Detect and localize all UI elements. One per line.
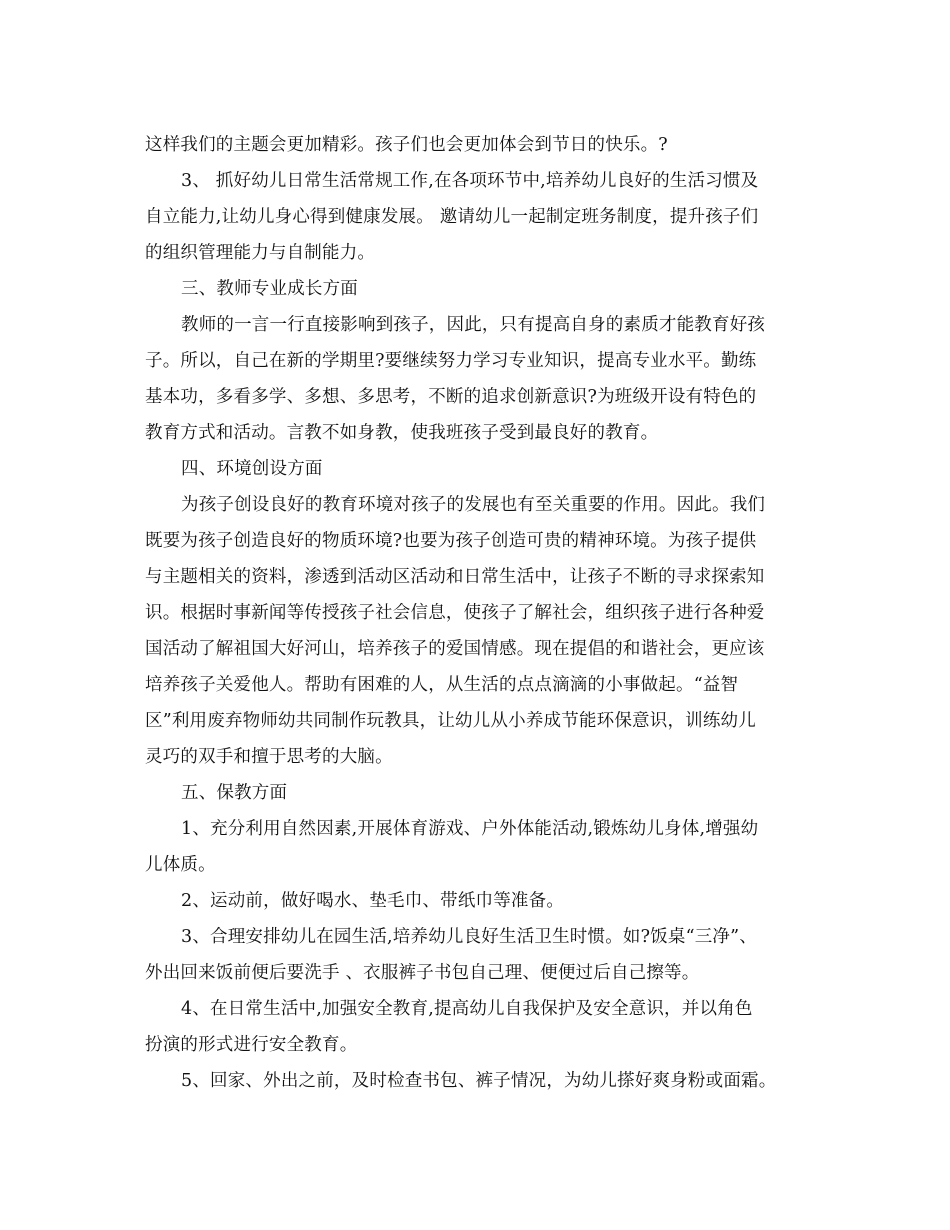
text-line: 这样我们的主题会更加精彩。孩子们也会更加体会到节日的快乐。? <box>145 135 668 155</box>
text-line: 儿体质。 <box>145 855 216 875</box>
text-line: 与主题相关的资料，渗透到活动区活动和日常生活中，让孩子不断的寻求探索知 <box>145 567 765 587</box>
text-line: 1、充分利用自然因素,开展体育游戏、户外体能活动,锻炼幼儿身体,增强幼 <box>181 819 759 839</box>
text-line: 的组织管理能力与自制能力。 <box>145 243 376 263</box>
section-heading: 五、保教方面 <box>181 783 288 803</box>
text-line: 区”利用废弃物师幼共同制作玩教具，让幼儿从小养成节能环保意识，训练幼儿 <box>145 711 756 731</box>
text-line: 教育方式和活动。言教不如身教，使我班孩子受到最良好的教育。 <box>145 423 659 443</box>
text-line: 4、在日常生活中,加强安全教育,提高幼儿自我保护及安全意识，并以角色 <box>181 999 753 1019</box>
text-line: 为孩子创设良好的教育环境对孩子的发展也有至关重要的作用。因此。我们 <box>181 495 766 515</box>
text-line: 2、运动前，做好喝水、垫毛巾、带纸巾等准备。 <box>181 891 565 911</box>
text-line: 培养孩子关爱他人。帮助有困难的人，从生活的点点滴滴的小事做起。“益智 <box>145 675 739 695</box>
text-line: 国活动了解祖国大好河山，培养孩子的爱国情感。现在提倡的和谐社会，更应该 <box>145 639 765 659</box>
text-line: 3、合理安排幼儿在园生活,培养幼儿良好生活卫生时惯。如?饭桌“三净”、 <box>181 927 757 947</box>
text-line: 灵巧的双手和擅于思考的大脑。 <box>145 747 393 767</box>
section-heading: 三、教师专业成长方面 <box>181 279 358 299</box>
text-line: 3、 抓好幼儿日常生活常规工作,在各项环节中,培养幼儿良好的生活习惯及 <box>181 171 759 191</box>
text-line: 5、回家、外出之前，及时检查书包、裤子情况，为幼儿搽好爽身粉或面霜。 <box>181 1071 777 1091</box>
text-line: 基本功，多看多学、多想、多思考，不断的追求创新意识?为班级开设有特色的 <box>145 387 757 407</box>
text-line: 外出回来饭前便后要洗手 、衣服裤子书包自己理、便便过后自己擦等。 <box>145 963 700 983</box>
document-body <box>145 127 805 1099</box>
section-heading: 四、环境创设方面 <box>181 459 323 479</box>
text-line: 既要为孩子创造良好的物质环境?也要为孩子创造可贵的精神环境。为孩子提供 <box>145 531 757 551</box>
text-line: 子。所以，自己在新的学期里?要继续努力学习专业知识，提高专业水平。勤练 <box>145 351 757 371</box>
text-line: 扮演的形式进行安全教育。 <box>145 1035 358 1055</box>
text-line: 教师的一言一行直接影响到孩子，因此，只有提高自身的素质才能教育好孩 <box>181 315 766 335</box>
text-line: 识。根据时事新闻等传授孩子社会信息，使孩子了解社会，组织孩子进行各种爱 <box>145 603 765 623</box>
text-line: 自立能力,让幼儿身心得到健康发展。 邀请幼儿一起制定班务制度，提升孩子们 <box>145 207 759 227</box>
